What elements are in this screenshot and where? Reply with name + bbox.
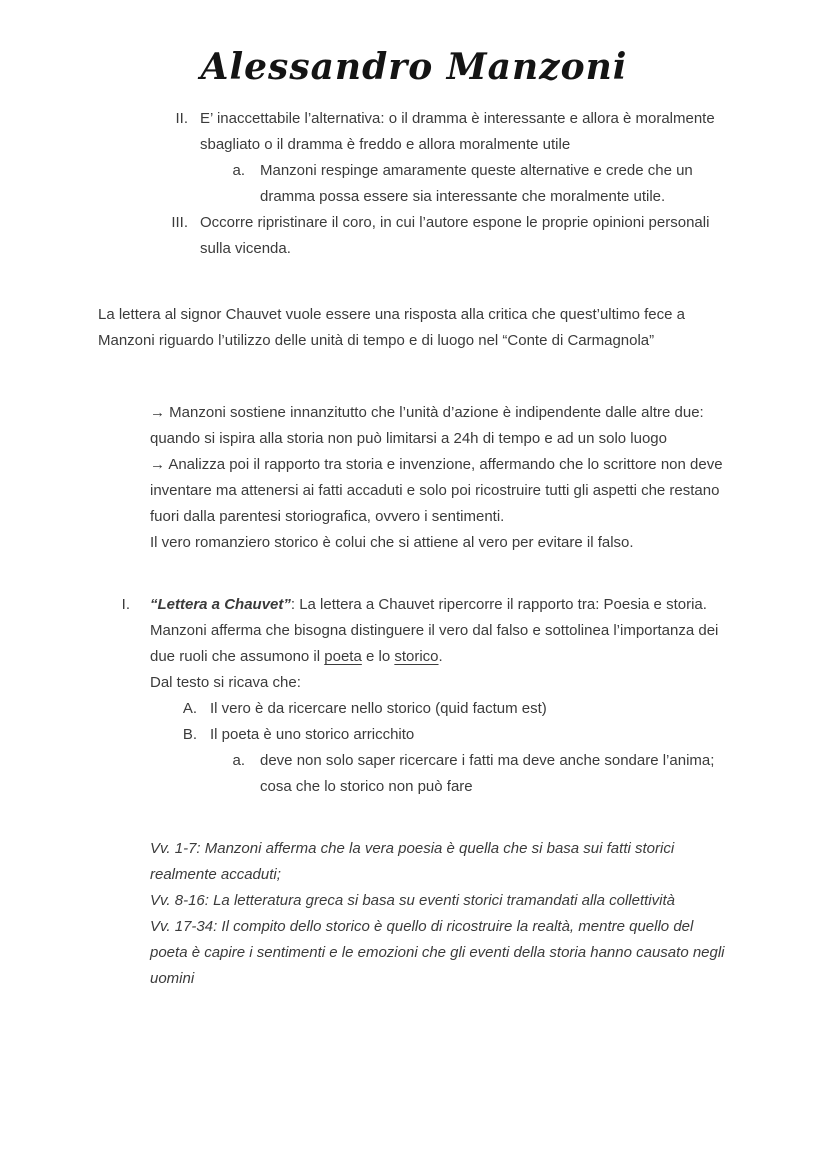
outline-item-ii-a — [120, 158, 728, 210]
lettera-lead-title: “Lettera a Chauvet” — [150, 596, 291, 613]
lettera-line2-mid: e lo — [361, 648, 395, 665]
verse-note-3-label: Vv. 17-34: — [150, 918, 218, 935]
outline-item-ii-a-marker: a. — [232, 162, 245, 179]
lettera-item-b-text: Il poeta è uno storico arricchito — [210, 726, 415, 743]
outline-item-ii-a-text: Manzoni respinge amaramente queste alternative e crede che un dramma possa essere sia interessante che moralmente utile. — [260, 162, 693, 205]
lettera-item-b-marker: B. — [182, 726, 197, 743]
arrow-notes — [0, 400, 828, 556]
verse-note-1 — [150, 836, 728, 888]
lettera-section — [0, 592, 828, 800]
lettera-line3: Dal testo si ricava che: — [150, 674, 301, 691]
verse-note-1-label: Vv. 1-7: — [150, 840, 201, 857]
verse-note-2 — [150, 888, 728, 914]
lettera-line2-pre: Manzoni afferma che bisogna distinguere il vero dal falso e sottolinea l’importanza dei due ruoli che assumono il — [150, 622, 719, 665]
lettera-body — [150, 592, 728, 800]
lettera-line2-end: . — [438, 648, 443, 665]
lettera-line2 — [150, 618, 728, 670]
chauvet-paragraph: La lettera al signor Chauvet vuole essere una risposta alla critica che quest’ultimo fece a Manzoni riguardo l’utilizzo delle unità di tempo e di luogo nel “Conte di Carmagnola” — [98, 306, 685, 349]
lettera-marker: I. — [121, 596, 130, 613]
lettera-item-b — [150, 722, 728, 748]
outline-item-iii-text: Occorre ripristinare il coro, in cui l’autore espone le proprie opinioni personali sulla vicenda. — [200, 214, 710, 257]
verse-note-2-label: Vv. 8-16: — [150, 892, 209, 909]
lettera-lead — [150, 592, 728, 618]
outline-item-iii-marker: III. — [171, 214, 188, 231]
outline-top — [0, 106, 828, 262]
lettera-underline-storico: storico — [394, 648, 439, 665]
lettera-item-b-a-text: deve non solo saper ricercare i fatti ma deve anche sondare l’anima; cosa che lo storico non può fare — [260, 752, 715, 795]
lettera-item — [98, 592, 728, 800]
outline-item-ii-marker: II. — [175, 110, 188, 127]
lettera-item-a-marker: A. — [182, 700, 197, 717]
outline-item-ii — [120, 106, 728, 158]
verse-note-2-text: La letteratura greca si basa su eventi storici tramandati alla collettività — [208, 892, 675, 909]
lettera-item-a — [150, 696, 728, 722]
lettera-underline-poeta: poeta — [324, 648, 362, 665]
verses-notes — [0, 836, 828, 992]
lettera-item-b-a-marker: a. — [232, 752, 245, 769]
document-title: Alessandro Manzoni — [200, 46, 628, 88]
arrow-note-3: Il vero romanziero storico è colui che si attiene al vero per evitare il falso. — [150, 534, 634, 551]
verse-note-1-text: Manzoni afferma che la vera poesia è quella che si basa sui fatti storici realmente accaduti; — [150, 840, 675, 883]
outline-item-iii — [120, 210, 728, 262]
outline-item-ii-text: E’ inaccettabile l’alternativa: o il dramma è interessante e allora è moralmente sbagliato o il dramma è freddo e allora moralmente utile — [200, 110, 715, 153]
lettera-item-a-text: Il vero è da ricercare nello storico (quid factum est) — [210, 700, 547, 717]
lettera-item-b-a — [150, 748, 728, 800]
verse-note-3-text: Il compito dello storico è quello di ricostruire la realtà, mentre quello del poeta è capire i sentimenti e le emozioni che gli eventi della storia hanno causato negli uomini — [150, 918, 725, 987]
lettera-lead-rest: : La lettera a Chauvet ripercorre il rapporto tra: Poesia e storia. — [290, 596, 707, 613]
arrow-note-1: → Manzoni sostiene innanzitutto che l’unità d’azione è indipendente dalle altre due: quando si ispira alla storia non può limitarsi a 24h di tempo e ad un solo luogo — [150, 404, 704, 447]
arrow-note-2: → Analizza poi il rapporto tra storia e invenzione, affermando che lo scrittore non deve inventare ma attenersi ai fatti accaduti e solo poi ricostruire tutti gli aspetti che restano fuori dalla parentesi storiografica, ovvero i sentimenti. — [150, 456, 723, 525]
verse-note-3 — [150, 914, 728, 992]
